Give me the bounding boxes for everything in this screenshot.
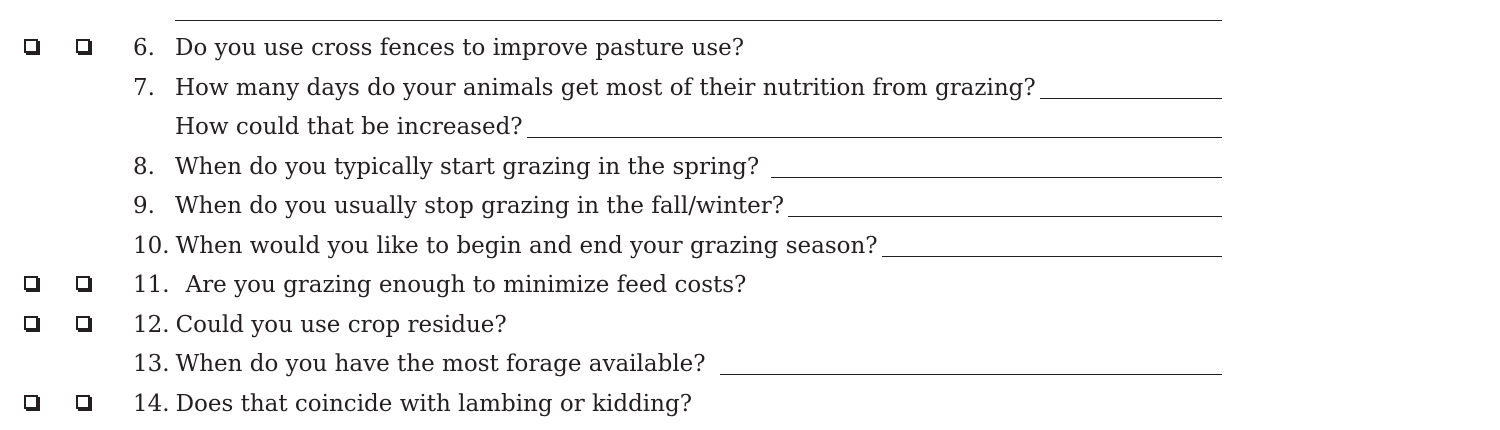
question-line xyxy=(133,229,1222,263)
question-text: When do you have the most forage available? xyxy=(175,351,706,377)
question-text: Could you use crop residue? xyxy=(175,312,507,338)
question-line xyxy=(133,268,1222,302)
question-number: 9. xyxy=(133,193,155,219)
answer-blank[interactable] xyxy=(788,216,1222,217)
question-number: 14. xyxy=(133,391,170,417)
question-number: 12. xyxy=(133,312,170,338)
question-text: Does that coincide with lambing or kidding? xyxy=(175,391,693,417)
question-text: When would you like to begin and end your grazing season? xyxy=(175,233,878,259)
question-line xyxy=(175,189,1222,223)
yes-checkbox[interactable] xyxy=(24,276,38,290)
question-line xyxy=(133,347,1222,381)
answer-blank[interactable] xyxy=(882,256,1222,257)
question-row-14 xyxy=(0,387,1500,423)
yes-checkbox[interactable] xyxy=(24,316,38,330)
question-number: 6. xyxy=(133,35,155,61)
question-row-8 xyxy=(0,150,1500,186)
question-line xyxy=(175,31,1222,65)
yes-checkbox[interactable] xyxy=(24,395,38,409)
question-row-11 xyxy=(0,268,1500,304)
question-row-13 xyxy=(0,347,1500,383)
answer-blank[interactable] xyxy=(527,137,1222,138)
question-text: When do you usually stop grazing in the fall/winter? xyxy=(175,193,785,219)
no-checkbox[interactable] xyxy=(76,39,90,53)
question-number: 7. xyxy=(133,75,155,101)
answer-blank[interactable] xyxy=(720,374,1222,375)
question-text: Do you use cross fences to improve pasture use? xyxy=(175,35,745,61)
question-row-6 xyxy=(0,31,1500,67)
question-line xyxy=(133,387,1222,421)
question-line xyxy=(175,110,1222,144)
answer-blank[interactable] xyxy=(1040,98,1222,99)
question-row-7-followup xyxy=(0,110,1500,146)
question-number: 13. xyxy=(133,351,170,377)
question-number: 8. xyxy=(133,154,155,180)
question-row-10 xyxy=(0,229,1500,265)
no-checkbox[interactable] xyxy=(76,276,90,290)
question-number: 10. xyxy=(133,233,170,259)
answer-blank[interactable] xyxy=(771,177,1222,178)
yes-checkbox[interactable] xyxy=(24,39,38,53)
question-row-12 xyxy=(0,308,1500,344)
question-text: How many days do your animals get most of their nutrition from grazing? xyxy=(175,75,1036,101)
question-line xyxy=(133,308,1222,342)
question-text: How could that be increased? xyxy=(175,114,523,140)
question-line xyxy=(175,150,1222,184)
question-text: When do you typically start grazing in the spring? xyxy=(175,154,760,180)
top-answer-line[interactable] xyxy=(175,20,1222,21)
question-line xyxy=(175,71,1222,105)
question-row-7 xyxy=(0,71,1500,107)
question-text: Are you grazing enough to minimize feed costs? xyxy=(185,272,747,298)
question-number: 11. xyxy=(133,272,170,298)
no-checkbox[interactable] xyxy=(76,395,90,409)
no-checkbox[interactable] xyxy=(76,316,90,330)
question-row-9 xyxy=(0,189,1500,225)
